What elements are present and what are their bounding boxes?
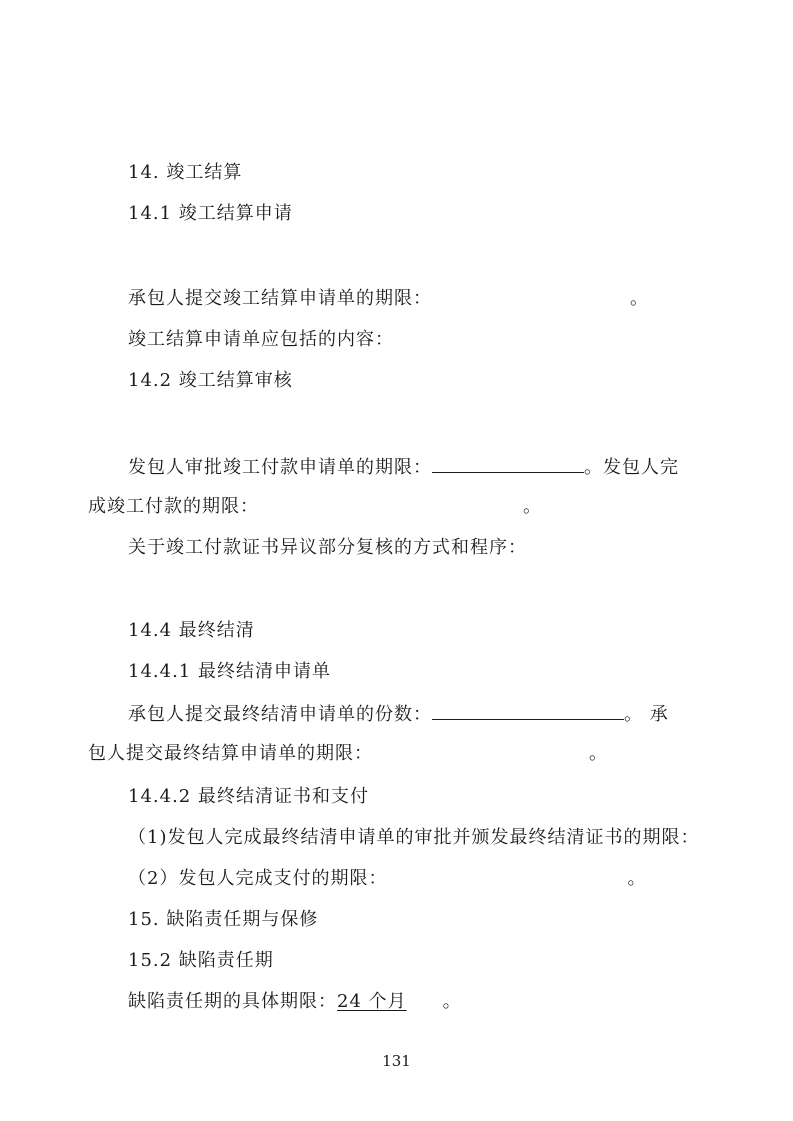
payment-completion-final-end: 。 (627, 868, 647, 889)
payment-approval-deadline-label: 发包人审批竣工付款申请单的期限： (128, 457, 432, 478)
final-certificate-deadline-line: （1)发包人完成最终结清申请单的审批并颁发最终结清证书的期限： (128, 827, 700, 848)
settlement-application-deadline-end: 。 (630, 288, 649, 309)
payment-completion-deadline-end: 。 (523, 496, 542, 517)
final-settlement-copies-line (128, 702, 669, 726)
final-settlement-deadline-end: 。 (589, 743, 608, 764)
final-settlement-copies-label: 承包人提交最终结清申请单的份数： (128, 704, 432, 725)
settlement-application-deadline-label: 承包人提交竣工结算申请单的期限： (128, 288, 432, 309)
payment-completion-final-label: （2）发包人完成支付的期限： (128, 868, 388, 889)
defect-liability-period-value: 24 个月 (337, 991, 407, 1012)
section-14-4-1-heading: 14.4.1 最终结清申请单 (128, 661, 331, 682)
section-14-2-heading: 14.2 竣工结算审核 (128, 370, 293, 391)
payment-completion-final-line (128, 868, 646, 890)
final-settlement-copies-end: 。 承 (624, 704, 669, 725)
section-15-2-heading: 15.2 缺陷责任期 (128, 950, 274, 971)
defect-liability-period-label: 缺陷责任期的具体期限： (128, 991, 337, 1012)
payment-completion-deadline-label: 成竣工付款的期限： (88, 496, 259, 517)
defect-liability-period-end: 。 (442, 991, 462, 1012)
defect-liability-period-line (128, 991, 462, 1013)
settlement-application-deadline-line (128, 288, 649, 310)
final-settlement-copies-blank (432, 702, 624, 720)
settlement-application-contents-line: 竣工结算申请单应包括的内容： (128, 329, 394, 350)
payment-approval-deadline-mid: 。发包人完 (584, 457, 679, 478)
payment-approval-deadline-line (128, 455, 679, 479)
section-14-heading: 14. 竣工结算 (128, 162, 243, 183)
section-15-heading: 15. 缺陷责任期与保修 (128, 909, 319, 930)
section-14-4-2-heading: 14.4.2 最终结清证书和支付 (128, 786, 369, 807)
payment-approval-deadline-blank (432, 455, 584, 473)
section-14-4-heading: 14.4 最终结清 (128, 620, 255, 641)
payment-completion-deadline-line (88, 496, 542, 518)
payment-certificate-objection-line: 关于竣工付款证书异议部分复核的方式和程序： (128, 537, 527, 558)
final-settlement-deadline-line (88, 743, 608, 765)
page-number: 131 (382, 1052, 411, 1070)
final-settlement-deadline-label: 包人提交最终结算申请单的期限： (88, 743, 373, 764)
section-14-1-heading: 14.1 竣工结算申请 (128, 203, 293, 224)
